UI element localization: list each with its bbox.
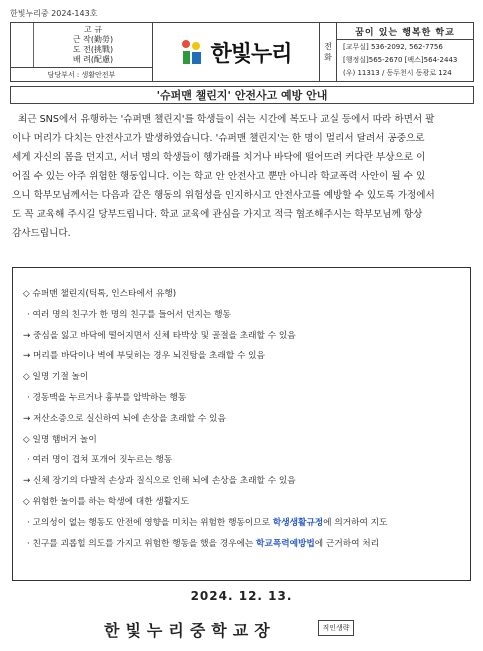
intro-paragraph: [12, 110, 471, 243]
contact-line: [교무실] 536-2092, 562-7756: [343, 43, 443, 51]
section-heading: ◇ 일명 햄버거 놀이: [23, 434, 97, 445]
issue-date: 2024. 12. 13.: [190, 589, 293, 603]
box-item: → 신체 장기의 다발적 손상과 질식으로 인해 뇌에 손상을 초래할 수 있음: [23, 476, 296, 487]
box-item: → 저산소증으로 실신하여 뇌에 손상을 초래할 수 있음: [23, 413, 226, 424]
stamp-area: [11, 23, 34, 67]
guidance-rule: · 친구를 괴롭힐 의도를 가지고 위험한 행동을 했을 경우에는 학교폭력예방법에 근거하여 처리: [27, 538, 380, 549]
rule-link: 학생생활규정: [272, 517, 324, 528]
intro-line: 최근 SNS에서 유행하는 '슈퍼맨 챌린지'를 학생들이 쉬는 시간에 복도나 교실 등에서 따라 하면서 팔: [18, 114, 435, 125]
letter-header: [10, 22, 474, 82]
school-slogan: 꿈이 있는 행복한 학교: [337, 23, 473, 40]
intro-line: 어질 수 있는 아주 위험한 행동입니다. 이는 학교 안 안전사고 뿐만 아니라 학교폭력 사안이 될 수 있: [12, 171, 426, 182]
box-item: · 경동맥을 누르거나 흉부를 압박하는 행동: [27, 392, 187, 403]
document-number: 한빛누리중 2024-143호: [10, 9, 98, 18]
intro-line: 도 꼭 교육해 주시길 당부드립니다. 학교 교육에 관심을 가지고 적극 협조해주시는 학부모님께 항상: [12, 209, 423, 220]
box-item: → 머리를 바닥이나 벽에 부딪히는 경우 뇌진탕을 초래할 수 있음: [23, 351, 265, 362]
motto-line: 근 작(勤勞): [72, 35, 114, 44]
intro-line: 이나 머리가 다치는 안전사고가 발생하였습니다. '슈퍼맨 챌린지'는 한 명이 멀리서 달려서 공중으로: [12, 133, 425, 144]
law-link: 학교폭력예방법: [256, 538, 315, 549]
intro-line: 감사드립니다.: [12, 228, 71, 239]
department-label: 담당부서 : 생활안전부: [11, 67, 152, 81]
school-motto: [34, 23, 152, 67]
approval-block: [11, 23, 153, 81]
school-name: 한빛누리: [210, 41, 292, 67]
contact-info: [337, 40, 473, 81]
document-title: '슈퍼맨 챌린지' 안전사고 예방 안내: [10, 86, 474, 104]
box-item: · 여러 명의 친구가 한 명의 친구를 들어서 던지는 행동: [27, 309, 231, 320]
section-heading: ◇ 위험한 놀이를 하는 학생에 대한 생활지도: [23, 496, 189, 507]
motto-line: 도 전(挑戰): [72, 45, 114, 54]
motto-line: 고 규: [84, 25, 102, 34]
intro-line: 으니 학부모님께서는 다음과 같은 행동의 위험성을 인지하시고 안전사고를 예방할 수 있도록 가정에서: [12, 190, 435, 201]
intro-line: 세게 자신의 몸을 던지고, 서너 명의 학생들이 헹가래를 치거나 바닥에 떨어뜨려 커다란 부상으로 이: [12, 152, 426, 163]
section-heading: ◇ 일명 기절 놀이: [23, 372, 89, 383]
logo-icon: [180, 38, 204, 66]
box-item: → 중심을 잃고 바닥에 떨어지면서 신체 타박상 및 골절을 초래할 수 있음: [23, 330, 296, 341]
motto-line: 배 려(配慮): [72, 55, 114, 64]
school-logo: [153, 23, 320, 81]
contact-line: [행정실]565-2670 [팩스]564-2443: [343, 56, 458, 64]
signer-name: 한빛누리중학교장: [104, 621, 276, 640]
section-heading: ◇ 슈퍼맨 챌린지(틱톡, 인스타에서 유행): [23, 289, 177, 299]
box-item: · 여러 명이 겹쳐 포개어 짓누르는 행동: [27, 455, 173, 466]
phone-label: 전 화: [320, 23, 337, 81]
guidance-rule: · 고의성이 없는 행동도 안전에 영향을 미치는 위험한 행동이므로 학생생활규정에 의거하여 지도: [27, 517, 388, 528]
dangerous-play-box: [12, 267, 471, 581]
contact-line: (우) 11313 / 동두천시 동광로 124: [343, 69, 452, 77]
seal-omitted: 직인생략: [318, 620, 354, 636]
